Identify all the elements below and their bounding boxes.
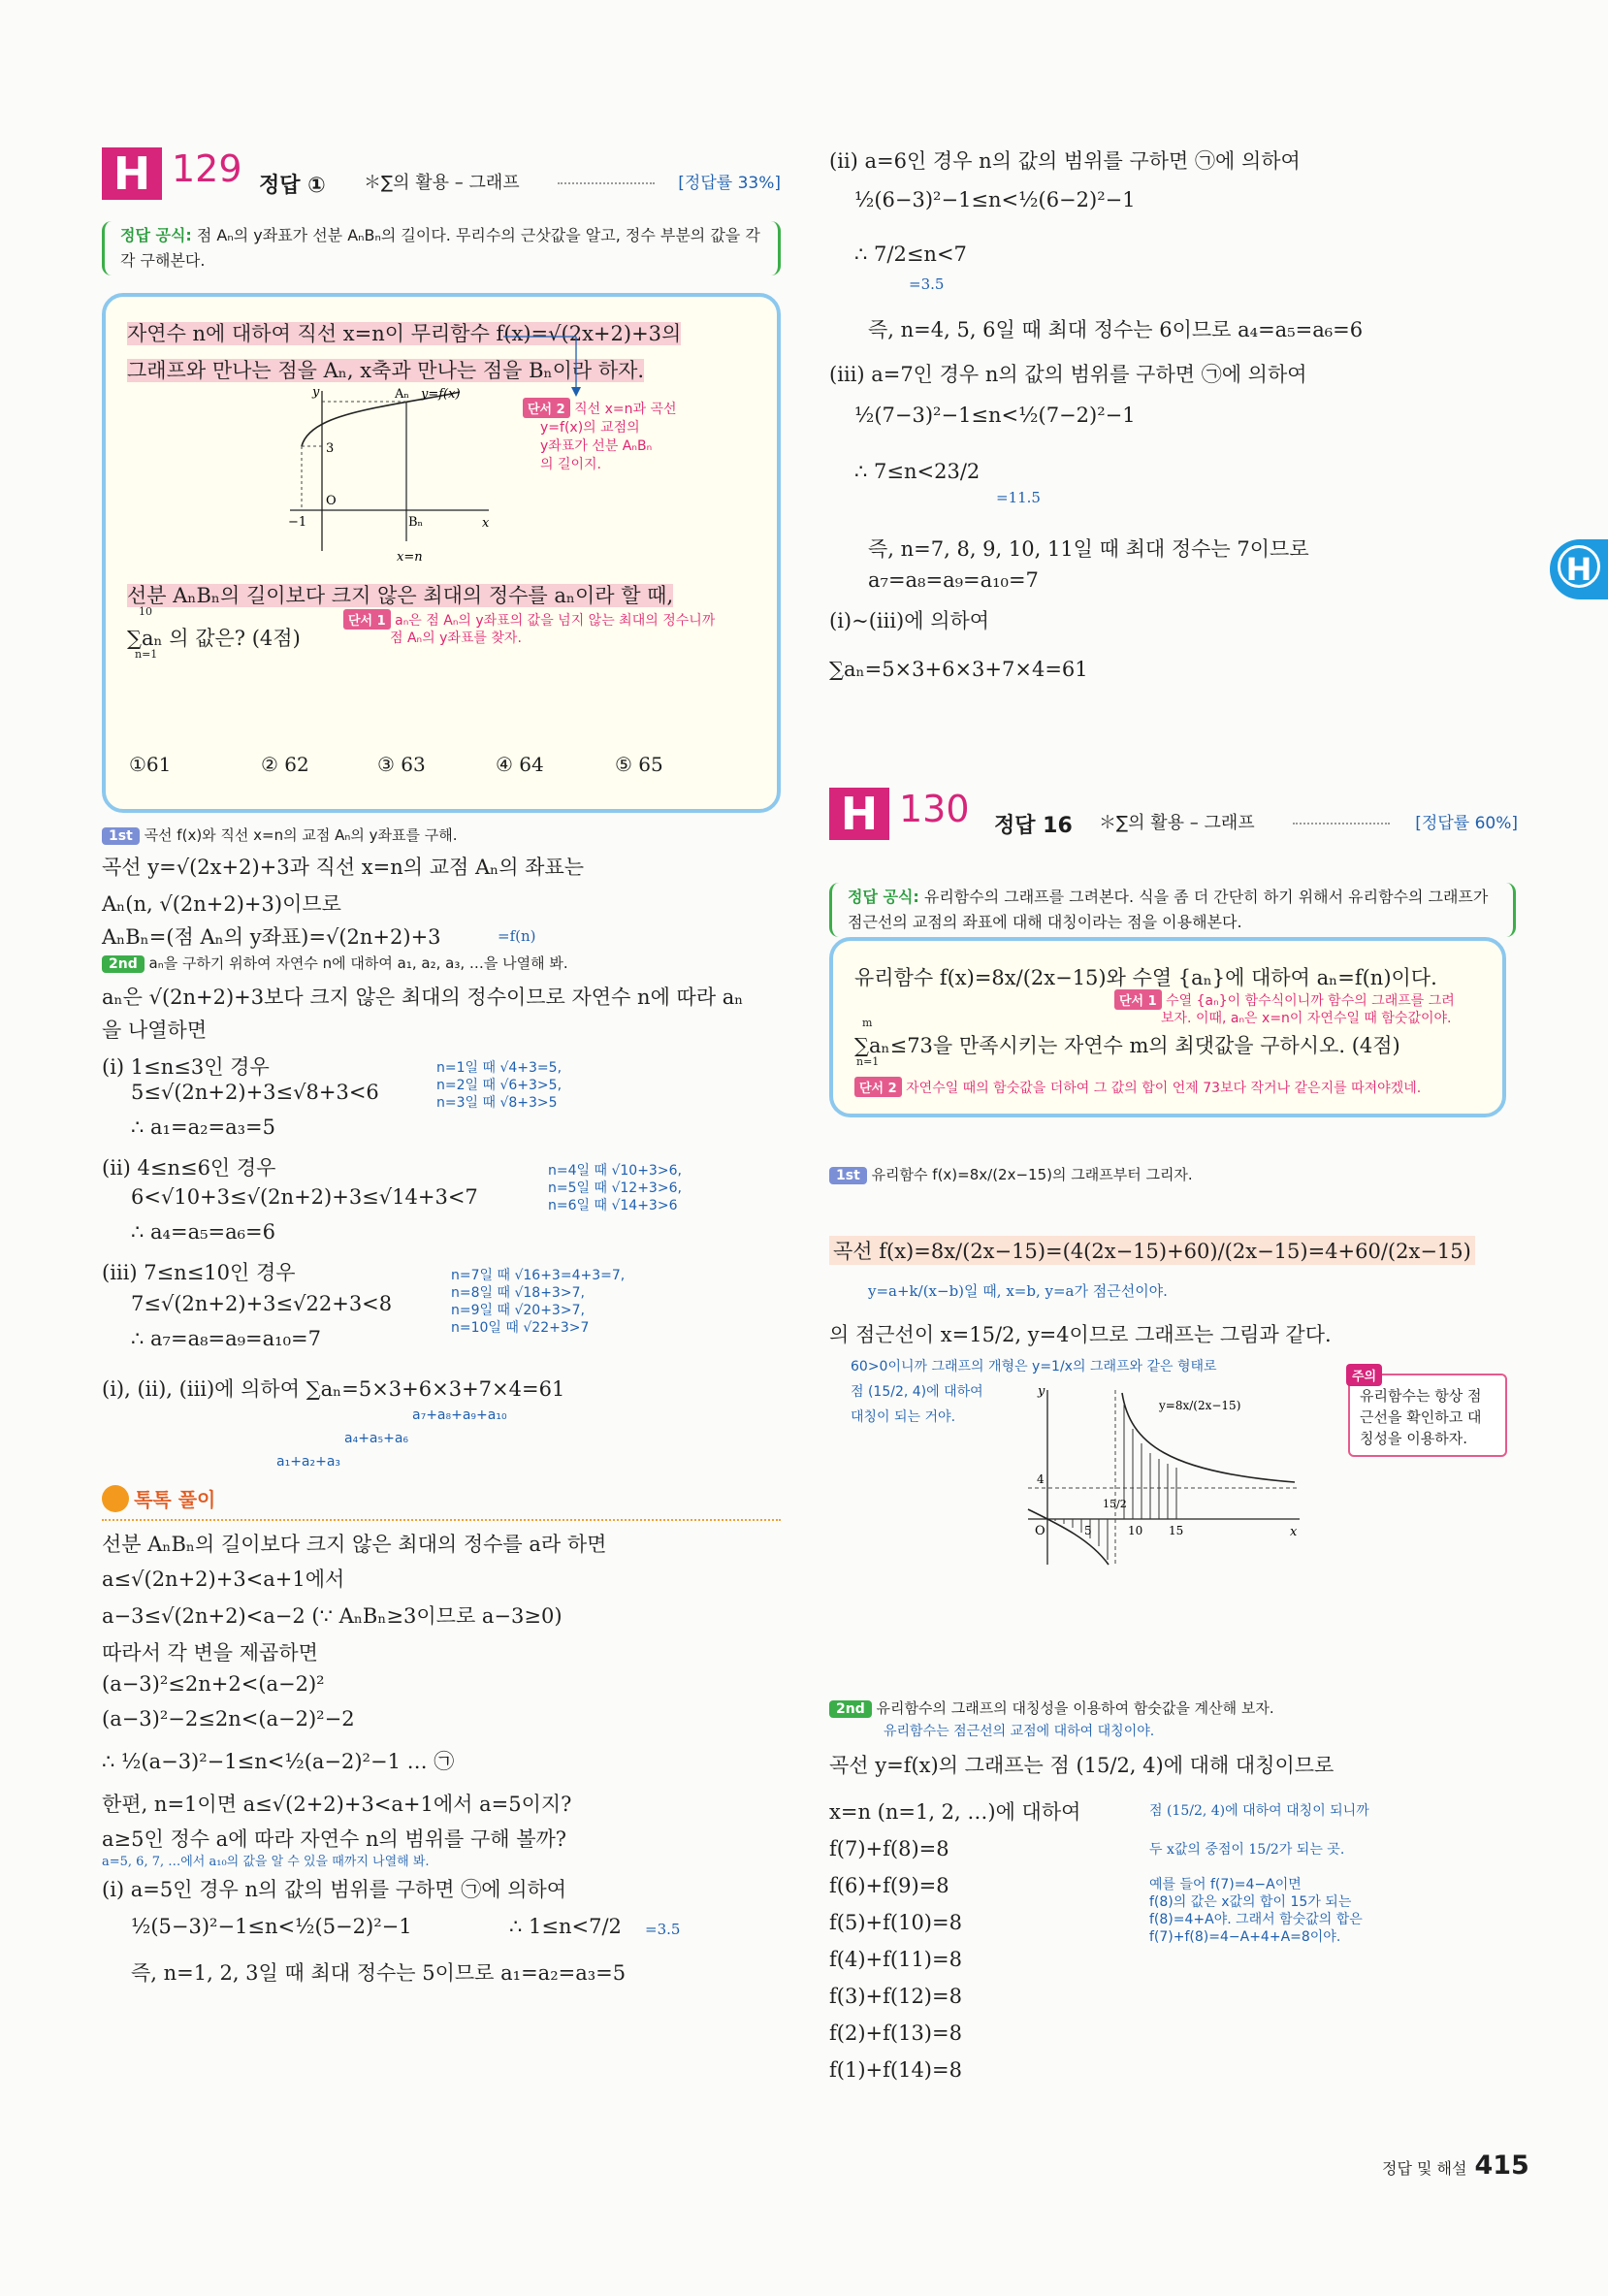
toktok-line-2: a≤√(2n+2)+3<a+1에서 — [102, 1568, 345, 1591]
topic-label: ＊∑의 활용 – 그래프 — [364, 173, 520, 193]
hint2-arrow — [494, 331, 581, 399]
hint2-line-2: y=f(x)의 교점의 — [540, 420, 640, 436]
sum-note-1: a₇+a₈+a₉+a₁₀ — [412, 1407, 507, 1423]
toktok-line-9: a≥5인 정수 a에 따라 자연수 n의 범위를 구해 볼까? — [102, 1827, 567, 1851]
case-3-ineq: 7≤√(2n+2)+3≤√22+3<8 — [131, 1292, 393, 1315]
y-label: y — [1038, 1385, 1045, 1399]
hint2-line-1: 직선 x=n과 곡선 — [574, 402, 677, 417]
sum-note-2: a₄+a₅+a₆ — [344, 1431, 409, 1446]
toktok-line-12: 즉, n=1, 2, 3일 때 최대 정수는 5이므로 a₁=a₂=a₃=5 — [131, 1961, 627, 1985]
pair-sum: f(7)+f(8)=8 — [829, 1837, 949, 1860]
cont-line-9: a₇=a₈=a₉=a₁₀=7 — [868, 568, 1039, 592]
shape-note-1: 60>0이니까 그래프의 개형은 y=1/x의 그래프와 같은 형태로 — [851, 1359, 1217, 1374]
cont-line-11: ∑aₙ=5×3+6×3+7×4=61 — [829, 658, 1088, 681]
problem-number: 130 — [899, 788, 970, 830]
section-tab[interactable] — [1550, 539, 1608, 599]
case-1-notes — [436, 1059, 562, 1112]
dotted-leader — [1293, 823, 1390, 825]
case-2-note: n=6일 때 √14+3>6 — [548, 1198, 678, 1213]
problem-box — [102, 293, 781, 813]
hint2-badge: 단서 2 — [523, 398, 570, 418]
pair-sum: f(6)+f(9)=8 — [829, 1874, 949, 1897]
pair-sum: f(5)+f(10)=8 — [829, 1911, 962, 1934]
case-1-note: n=3일 때 √8+3>5 — [436, 1095, 558, 1111]
toktok-line-9-note: a=5, 6, 7, …에서 a₁₀의 값을 알 수 있을 때까지 나열해 봐. — [102, 1855, 430, 1869]
step-1st-badge: 1st — [829, 1167, 867, 1184]
tick-minus1-label: −1 — [288, 515, 307, 530]
sol-line-1: 곡선 y=√(2x+2)+3과 직선 x=n의 교점 Aₙ의 좌표는 — [102, 856, 585, 879]
hint-2 — [523, 398, 688, 474]
caution-tag: 주의 — [1346, 1364, 1382, 1386]
sol-line-4: aₙ은 √(2n+2)+3보다 크지 않은 최대의 정수이므로 자연수 n에 따라 aₙ — [102, 986, 744, 1009]
case-2-title: (ⅱ) 4≤n≤6인 경우 — [102, 1156, 276, 1180]
y-label: y — [312, 386, 320, 400]
problem-129-header — [102, 146, 781, 204]
curve-label: y=f(x) — [421, 387, 461, 402]
formula-text: 유리함수의 그래프를 그려본다. 식을 좀 더 간단히 하기 위해서 유리함수의 그래프가 점근선의 교점의 좌표에 대해 대칭이라는 점을 이용해본다. — [848, 888, 1489, 931]
hint-1 — [343, 609, 715, 647]
hint-2 — [854, 1077, 1421, 1097]
hint1-line-1: 수열 {aₙ}이 함수식이니까 함수의 그래프를 그려 — [1166, 993, 1455, 1009]
answer-formula — [829, 883, 1516, 937]
caution-box — [1348, 1370, 1507, 1457]
tick-4-label: 4 — [1037, 1472, 1045, 1486]
problem-number: 129 — [172, 147, 242, 190]
example-line: 예를 들어 f(7)=4−A이면 — [1149, 1877, 1302, 1892]
hint1-badge: 단서 1 — [1114, 989, 1162, 1010]
cont-line-4: 즉, n=4, 5, 6일 때 최대 정수는 6이므로 a₄=a₅=a₆=6 — [868, 318, 1364, 341]
cont-line-6: ½(7−3)²−1≤n<½(7−2)²−1 — [854, 404, 1136, 427]
hint-1 — [1114, 989, 1455, 1027]
cont-line-10: (ⅰ)~(ⅲ)에 의하여 — [829, 609, 990, 632]
right-column — [829, 146, 1518, 2144]
cont-line-5: (ⅲ) a=7인 경우 n의 값의 범위를 구하면 ㉠에 의하여 — [829, 363, 1307, 386]
answer-label: 정답 16 — [994, 814, 1073, 838]
hint1-line-1: aₙ은 점 Aₙ의 y좌표의 값을 넘지 않는 최대의 정수니까 — [395, 613, 716, 629]
cont-line-1: (ⅱ) a=6인 경우 n의 값의 범위를 구하면 ㉠에 의하여 — [829, 149, 1301, 173]
toktok-line-11: ½(5−3)²−1≤n<½(5−2)²−1 — [131, 1915, 412, 1938]
case-2-result: ∴ a₄=a₅=a₆=6 — [131, 1220, 275, 1244]
cont-line-7: ∴ 7≤n<23/2 — [854, 460, 981, 483]
tick-10-label: 10 — [1128, 1524, 1143, 1537]
choice-5[interactable]: ⑤ 65 — [615, 753, 663, 776]
case-2-note: n=4일 때 √10+3>6, — [548, 1163, 682, 1179]
shape-note-3: 대칭이 되는 거야. — [851, 1409, 956, 1425]
x-label: x — [482, 516, 490, 531]
tick-15-label: 15 — [1169, 1524, 1184, 1537]
step-1-text: 곡선 f(x)와 직선 x=n의 교점 Aₙ의 y좌표를 구해. — [144, 826, 458, 844]
formula-label: 정답 공식: — [848, 888, 919, 906]
case-1-note: n=1일 때 √4+3=5, — [436, 1060, 563, 1076]
choice-3[interactable]: ③ 63 — [377, 753, 426, 776]
step-2nd-badge: 2nd — [829, 1700, 872, 1718]
accuracy-rate: [정답률 33%] — [678, 174, 781, 193]
choice-2[interactable]: ② 62 — [261, 753, 309, 776]
xn-line: x=n (n=1, 2, …)에 대하여 — [829, 1800, 1081, 1824]
x-label: x — [1290, 1525, 1298, 1539]
problem-line-4: ∑aₙ 의 값은? (4점) — [127, 627, 301, 650]
step-2-text: 유리함수의 그래프의 대칭성을 이용하여 함숫값을 계산해 보자. — [876, 1699, 1274, 1717]
caution-line: 근선을 확인하고 대 — [1360, 1408, 1482, 1426]
sol-line-3-note: =f(n) — [498, 927, 536, 945]
case-2-ineq: 6<√10+3≤√(2n+2)+3≤√14+3<7 — [131, 1185, 478, 1209]
toktok-line-10: (ⅰ) a=5인 경우 n의 값의 범위를 구하면 ㉠에 의하여 — [102, 1878, 567, 1901]
rational-graph — [1023, 1385, 1304, 1569]
sum-line: (ⅰ), (ⅱ), (ⅲ)에 의하여 ∑aₙ=5×3+6×3+7×4=61 — [102, 1377, 565, 1401]
point-Bn-label: Bₙ — [408, 515, 424, 530]
problem-badge: H — [829, 788, 889, 840]
origin-label: O — [1035, 1524, 1045, 1538]
case-3-note: n=8일 때 √18+3>7, — [451, 1285, 585, 1301]
sol-line-3: AₙBₙ=(점 Aₙ의 y좌표)=√(2n+2)+3 — [102, 925, 441, 949]
case-2-notes — [548, 1162, 682, 1214]
page-footer — [1382, 2150, 1529, 2181]
problem-box — [829, 937, 1506, 1117]
problem-line-2: ∑aₙ≤73을 만족시키는 자연수 m의 최댓값을 구하시오. (4점) — [854, 1034, 1400, 1057]
answer-formula — [102, 221, 781, 275]
case-3-note: n=7일 때 √16+3=4+3=7, — [451, 1268, 626, 1283]
toktok-header — [102, 1484, 781, 1521]
sigma-top: m — [862, 1017, 873, 1029]
sol-line-2: Aₙ(n, √(2n+2)+3)이므로 — [102, 892, 341, 916]
toktok-line-4: 따라서 각 변을 제곱하면 — [102, 1641, 318, 1665]
tick-half-label: 15/2 — [1103, 1498, 1127, 1510]
problem-line-2: 그래프와 만나는 점을 Aₙ, x축과 만나는 점을 Bₙ이라 하자. — [127, 359, 645, 382]
hint2-badge: 단서 2 — [854, 1077, 902, 1097]
problem-line-3: 선분 AₙBₙ의 길이보다 크지 않은 최대의 정수를 aₙ이라 할 때, — [127, 584, 674, 607]
sqrt-graph — [280, 386, 494, 566]
example-line: f(8)의 값은 x값의 합이 15가 되는 — [1149, 1894, 1352, 1910]
toktok-line-11b: ∴ 1≤n<7/2 — [509, 1915, 622, 1938]
asymptote-note: y=a+k/(x−b)일 때, x=b, y=a가 점근선이야. — [868, 1282, 1168, 1300]
case-1-title: (ⅰ) 1≤n≤3인 경우 — [102, 1055, 270, 1079]
step-2-note: 유리함수는 점근선의 교점에 대하여 대칭이야. — [884, 1724, 1155, 1739]
example-note — [1149, 1876, 1363, 1946]
case-3-result: ∴ a₇=a₈=a₉=a₁₀=7 — [131, 1327, 321, 1350]
toktok-title: 톡톡 풀이 — [134, 1488, 216, 1511]
hint1-line-2: 보자. 이때, aₙ은 x=n이 자연수일 때 함숫값이야. — [1161, 1011, 1452, 1026]
sigma-bottom: n=1 — [135, 648, 158, 661]
pair-sum: f(4)+f(11)=8 — [829, 1948, 962, 1971]
choice-1[interactable]: ①61 — [129, 753, 172, 776]
example-line: f(7)+f(8)=4−A+4+A=8이야. — [1149, 1929, 1341, 1945]
curve-label: y=8x/(2x−15) — [1159, 1399, 1241, 1412]
sol-line-5: 을 나열하면 — [102, 1019, 208, 1042]
xn-note-2: 두 x값의 중점이 15/2가 되는 곳. — [1149, 1842, 1345, 1858]
choice-4[interactable]: ④ 64 — [496, 753, 544, 776]
case-1-result: ∴ a₁=a₂=a₃=5 — [131, 1116, 275, 1139]
sigma-bottom: n=1 — [856, 1055, 880, 1068]
problem-130-header — [829, 786, 1518, 844]
cont-line-8: 즉, n=7, 8, 9, 10, 11일 때 최대 정수는 7이므로 — [868, 537, 1309, 561]
topic-label: ＊∑의 활용 – 그래프 — [1099, 813, 1255, 833]
case-1-ineq: 5≤√(2n+2)+3≤√8+3<6 — [131, 1081, 379, 1104]
caution-line: 칭성을 이용하자. — [1360, 1430, 1467, 1447]
pair-sum: f(1)+f(14)=8 — [829, 2058, 962, 2082]
toktok-line-7: ∴ ½(a−3)²−1≤n<½(a−2)²−1 … ㉠ — [102, 1750, 455, 1773]
cont-line-2: ½(6−3)²−1≤n<½(6−2)²−1 — [854, 188, 1136, 211]
toktok-icon — [102, 1485, 129, 1512]
shape-note-2: 점 (15/2, 4)에 대하여 — [851, 1384, 983, 1400]
xn-note: 점 (15/2, 4)에 대하여 대칭이 되니까 — [1149, 1803, 1369, 1819]
tick-3-label: 3 — [326, 441, 335, 456]
case-3-title: (ⅲ) 7≤n≤10인 경우 — [102, 1261, 296, 1284]
toktok-line-5: (a−3)²≤2n+2<(a−2)² — [102, 1672, 325, 1696]
formula-label: 정답 공식: — [120, 226, 192, 244]
case-3-note: n=10일 때 √22+3>7 — [451, 1320, 590, 1336]
toktok-line-3: a−3≤√(2n+2)<a−2 (∵ AₙBₙ≥3이므로 a−3≥0) — [102, 1604, 563, 1628]
answer-label: 정답 ① — [259, 174, 326, 198]
step-1st-badge: 1st — [102, 827, 140, 845]
pair-sum: f(3)+f(12)=8 — [829, 1985, 962, 2008]
dotted-leader — [558, 182, 655, 184]
footer-label: 정답 및 해설 — [1382, 2159, 1467, 2178]
sum-note-3: a₁+a₂+a₃ — [276, 1454, 341, 1470]
example-line: f(8)=4+A야. 그래서 함숫값의 합은 — [1149, 1912, 1363, 1927]
case-2-note: n=5일 때 √12+3>6, — [548, 1180, 682, 1196]
cont-line-3: ∴ 7/2≤n<7 — [854, 243, 967, 266]
curve-rewrite: 곡선 f(x)=8x/(2x−15)=(4(2x−15)+60)/(2x−15)=4+60/(2x−15) — [829, 1236, 1475, 1265]
accuracy-rate: [정답률 60%] — [1415, 814, 1518, 833]
caution-line: 유리함수는 항상 점 — [1360, 1387, 1482, 1405]
page-number: 415 — [1474, 2150, 1529, 2181]
hint1-badge: 단서 1 — [343, 609, 391, 630]
toktok-line-6: (a−3)²−2≤2n<(a−2)²−2 — [102, 1707, 355, 1730]
problem-badge: H — [102, 147, 162, 200]
hint1-line-2: 점 Aₙ의 y좌표를 찾자. — [390, 631, 522, 646]
origin-label: O — [326, 494, 337, 508]
toktok-line-8: 한편, n=1이면 a≤√(2+2)+3<a+1에서 a=5이지? — [102, 1793, 572, 1816]
asymptote-line: 의 점근선이 x=15/2, y=4이므로 그래프는 그림과 같다. — [829, 1323, 1332, 1346]
case-3-note: n=9일 때 √20+3>7, — [451, 1303, 585, 1318]
section-tab-letter: H — [1558, 545, 1600, 588]
symmetry-line: 곡선 y=f(x)의 그래프는 점 (15/2, 4)에 대해 대칭이므로 — [829, 1754, 1335, 1777]
toktok-line-1: 선분 AₙBₙ의 길이보다 크지 않은 최대의 정수를 a라 하면 — [102, 1533, 607, 1556]
hint2-line-4: 의 길이지. — [540, 457, 601, 472]
left-column — [102, 146, 781, 2202]
cont-line-7-note: =11.5 — [996, 489, 1041, 506]
step-2-text: aₙ을 구하기 위하여 자연수 n에 대하여 a₁, a₂, a₃, …을 나열해 봐. — [148, 954, 568, 972]
toktok-line-11-note: =3.5 — [645, 1921, 681, 1938]
line-label: x=n — [397, 550, 423, 565]
tick-5-label: 5 — [1084, 1524, 1092, 1537]
case-3-notes — [451, 1267, 625, 1337]
hint2-text: 자연수일 때의 함숫값을 더하여 그 값의 합이 언제 73보다 작거나 같은지를 따져야겠네. — [906, 1081, 1422, 1096]
problem-line-1: 자연수 n에 대하여 직선 x=n이 무리함수 f(x)=√(2x+2)+3의 — [127, 322, 682, 345]
step-1-text: 유리함수 f(x)=8x/(2x−15)의 그래프부터 그리자. — [871, 1166, 1193, 1183]
formula-text: 점 Aₙ의 y좌표가 선분 AₙBₙ의 길이다. 무리수의 근삿값을 알고, 정수 부분의 값을 각각 구해본다. — [120, 226, 760, 270]
solution-129 — [102, 825, 781, 2202]
pair-sum: f(2)+f(13)=8 — [829, 2021, 962, 2045]
problem-line-1: 유리함수 f(x)=8x/(2x−15)와 수열 {aₙ}에 대하여 aₙ=f(n)이다. — [854, 966, 1437, 989]
hint2-line-3: y좌표가 선분 AₙBₙ — [540, 438, 653, 454]
sigma-top: 10 — [139, 605, 152, 618]
case-1-note: n=2일 때 √6+3>5, — [436, 1078, 563, 1093]
cont-line-3-note: =3.5 — [909, 275, 945, 293]
point-An-label: Aₙ — [395, 387, 410, 402]
step-2nd-badge: 2nd — [102, 955, 145, 973]
